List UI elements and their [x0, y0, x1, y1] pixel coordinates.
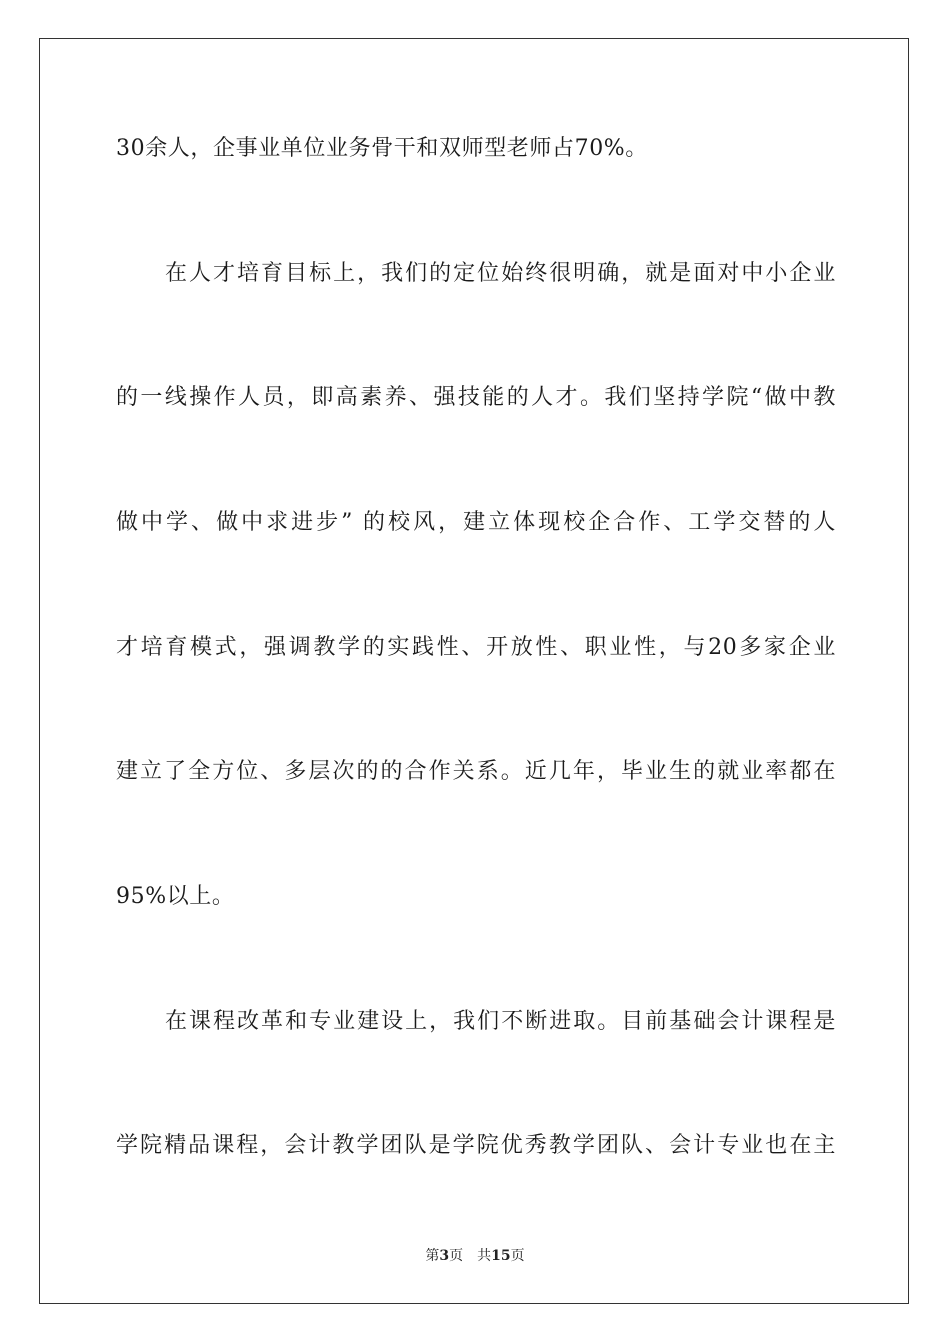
page-prefix: 第 [425, 1248, 440, 1264]
page-total: 15 [491, 1248, 511, 1264]
body-line-1: 30余人，企事业单位业务骨干和双师型老师占70%。 [116, 136, 648, 161]
page-border [39, 38, 909, 1304]
page-footer [0, 1246, 950, 1266]
body-line-9: 学院精品课程，会计教学团队是学院优秀教学团队、会计专业也在主 [116, 1133, 836, 1158]
body-line-8: 在课程改革和专业建设上，我们不断进取。目前基础会计课程是 [165, 1009, 836, 1034]
page-suffix: 页 [449, 1248, 464, 1264]
body-line-7: 95%以上。 [116, 884, 235, 909]
body-line-4: 做中学、做中求进步” 的校风，建立体现校企合作、工学交替的人 [116, 510, 836, 535]
body-line-6: 建立了全方位、多层次的的合作关系。近几年，毕业生的就业率都在 [116, 759, 836, 784]
total-prefix: 共 [477, 1248, 492, 1264]
body-line-2: 在人才培育目标上，我们的定位始终很明确，就是面对中小企业 [165, 261, 836, 286]
body-line-5: 才培育模式，强调教学的实践性、开放性、职业性，与20多家企业 [116, 635, 836, 660]
page-current: 3 [439, 1248, 450, 1264]
total-suffix: 页 [510, 1248, 525, 1264]
body-line-3: 的一线操作人员，即高素养、强技能的人才。我们坚持学院“做中教 [116, 385, 836, 410]
